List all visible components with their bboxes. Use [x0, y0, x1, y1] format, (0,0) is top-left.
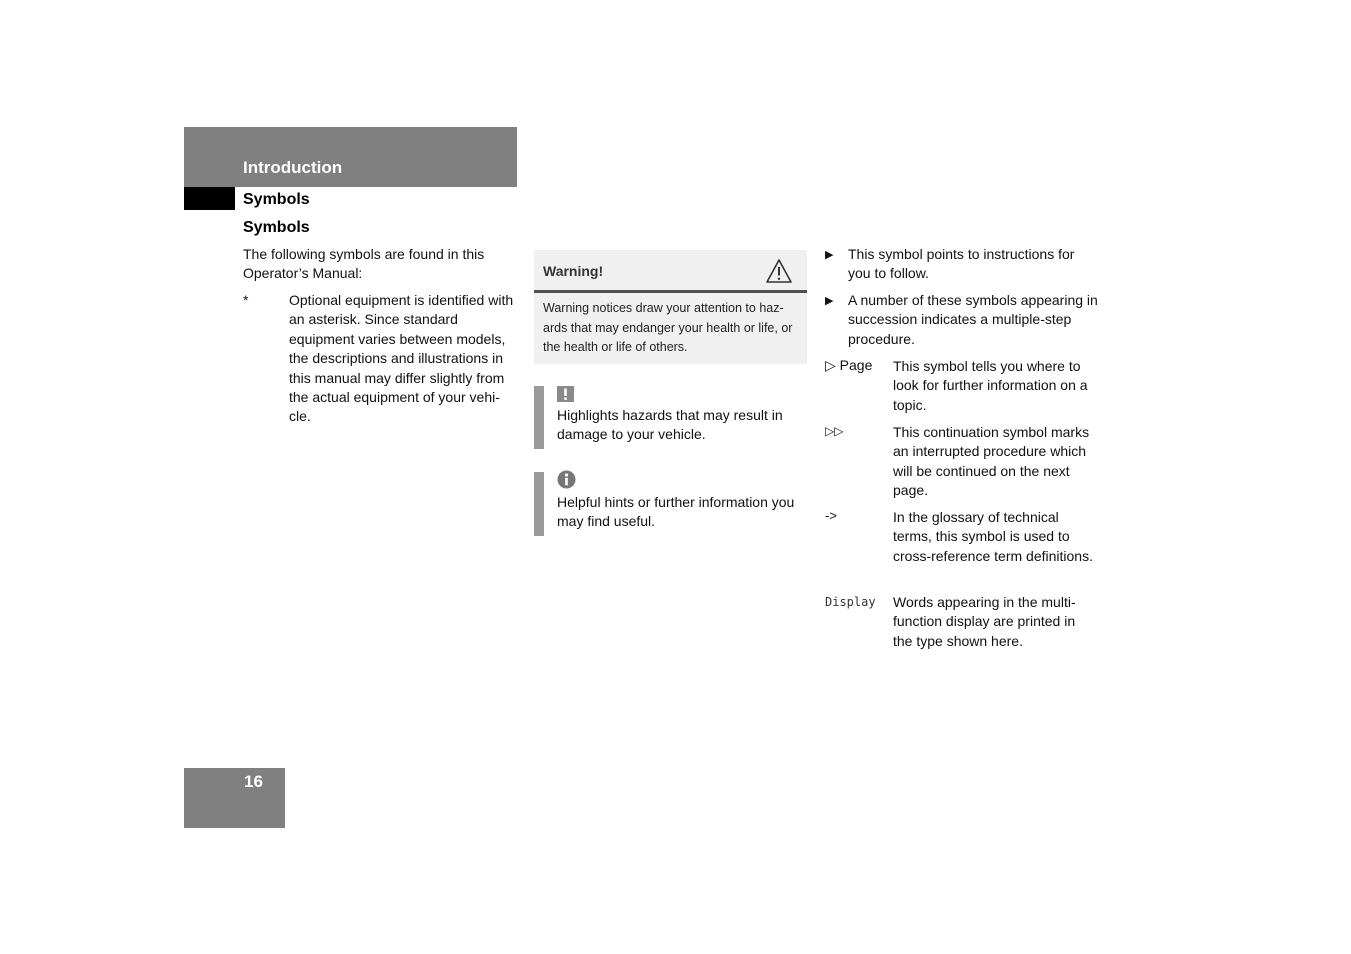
continuation-icon: ▷▷: [825, 424, 844, 438]
bullet-arrow-icon: ▶: [825, 295, 834, 307]
subsection-title: Symbols: [243, 191, 310, 208]
display-type-sample: Display: [825, 595, 876, 609]
header-bar: [184, 127, 517, 187]
warning-triangle-icon: [765, 258, 793, 284]
info-icon: [557, 470, 576, 489]
cross-reference-term: ->: [825, 508, 837, 523]
bullet-text: A number of these symbols appearing in succession indicates a multiple-step procedure.: [848, 292, 1098, 347]
definition-text: Words appearing in the multifunction display are printed in the type shown here.: [893, 594, 1076, 649]
page-heading: Symbols: [243, 219, 310, 236]
definition-text: In the glossary of technical terms, this symbol is used to cross-reference term definitions.: [893, 509, 1093, 564]
note-text: Highlights hazards that may result in damage to your vehicle.: [557, 407, 783, 443]
asterisk-description: Optional equipment is identified with an asterisk. Since standard equipment varies between models, the descriptions and illustrations in this manual may differ slightly from the actual equipment of your vehicle.: [289, 292, 514, 425]
exclamation-icon: [557, 386, 574, 402]
warning-text: Warning notices draw your attention to hazards that may endanger your health or life, or the health or life of others.: [543, 301, 793, 354]
warning-label: Warning!: [543, 263, 604, 279]
warning-box: [534, 250, 807, 364]
page-number: 16: [244, 772, 263, 791]
definition-text: This symbol tells you where to look for further information on a topic.: [893, 358, 1088, 413]
asterisk-marker: *: [243, 292, 249, 308]
definition-text: This continuation symbol marks an interrupted procedure which will be continued on the next page.: [893, 424, 1090, 499]
note-bar: [534, 386, 544, 449]
section-title: Introduction: [243, 158, 343, 177]
bullet-text: This symbol points to instructions for you to follow.: [848, 246, 1075, 282]
section-tab-marker: [184, 187, 235, 210]
page-number-box: [184, 768, 285, 828]
note-text: Helpful hints or further information you may find useful.: [557, 494, 795, 530]
warning-header: [534, 250, 807, 293]
intro-text: The following symbols are found in this Operator’s Manual:: [243, 246, 485, 282]
bullet-arrow-icon: ▶: [825, 249, 834, 261]
definition-term: ▷ Page: [825, 357, 873, 373]
note-bar: [534, 472, 544, 536]
